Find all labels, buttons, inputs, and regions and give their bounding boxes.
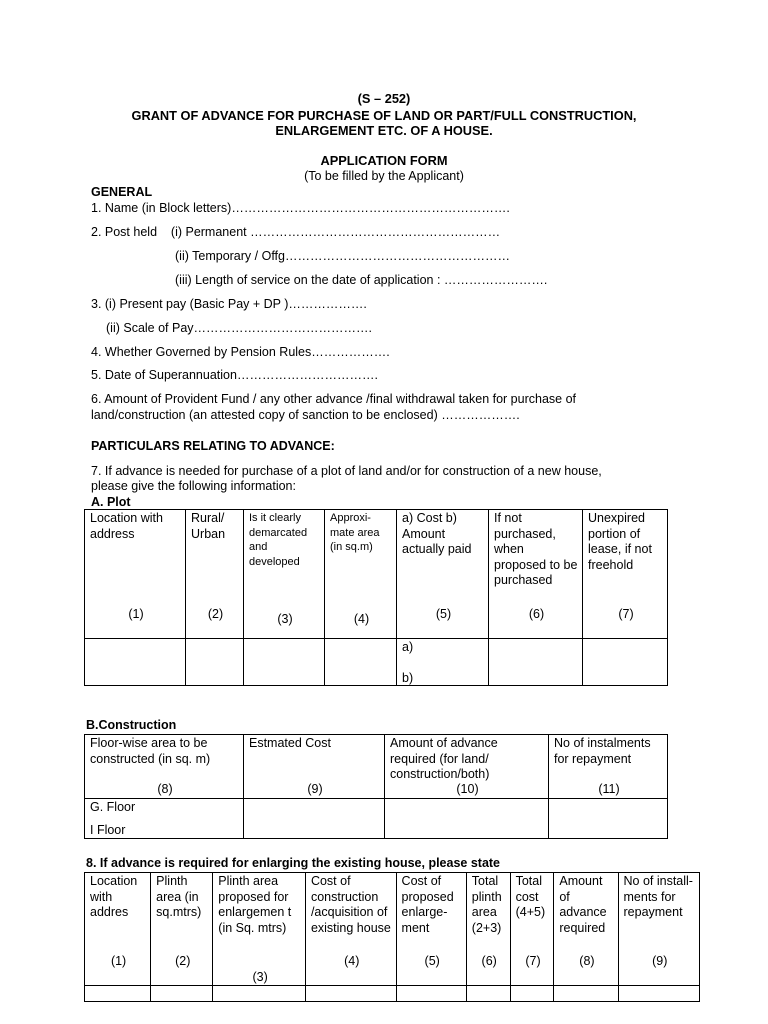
form-title-line-2: ENLARGEMENT ETC. OF A HOUSE. [275,123,493,138]
plot-col-area-header: Approxi-mate area (in sq.m) (4) [325,510,397,639]
first-floor-label: I Floor [90,823,126,837]
pension-rules-field[interactable]: 4. Whether Governed by Pension Rules………………. [91,345,390,359]
plot-col-cost-header: a) Cost b) Amount actually paid (5) [397,510,489,639]
ground-floor-label: G. Floor [90,800,136,814]
construction-heading: B.Construction [86,718,177,732]
enlarge-advance-cell[interactable] [554,986,618,1002]
construction-table [84,734,668,839]
plot-col-lease-header: Unexpired portion of lease, if not freehold (7) [583,510,668,639]
plot-col-demarcated-header: Is it clearly demarcated and developed (3) [244,510,325,639]
enlarge-col-instalments-header: No of install-ments for repayment (9) [618,873,700,986]
enlarge-col-total-area-header: Total plinth area (2+3) (6) [466,873,510,986]
enlarge-col-plinth-area-header: Plinth area (in sq.mtrs) (2) [151,873,213,986]
plot-table [84,509,668,686]
form-code: (S – 252) [357,91,411,106]
name-field[interactable]: 1. Name (in Block letters)…………………………………………………………. [91,201,510,215]
plot-col-rural-urban-header: Rural/ Urban (2) [186,510,244,639]
particulars-heading: PARTICULARS RELATING TO ADVANCE: [91,439,335,453]
present-pay-field[interactable]: 3. (i) Present pay (Basic Pay + DP )………………. [91,297,367,311]
enlarge-total-area-cell[interactable] [466,986,510,1002]
plot-location-cell[interactable] [85,639,186,686]
form-title-line-1: GRANT OF ADVANCE FOR PURCHASE OF LAND OR PART/FULL CONSTRUCTION, [131,108,637,123]
plot-heading: A. Plot [91,495,131,509]
plot-cost-b-label: b) [402,671,414,685]
plot-demarcated-cell[interactable] [244,639,325,686]
post-held-permanent-field[interactable]: 2. Post held (i) Permanent …………………………………………………… [91,225,501,239]
enlarge-total-cost-cell[interactable] [510,986,554,1002]
plot-lease-cell[interactable] [583,639,668,686]
plot-proposed-purchase-cell[interactable] [489,639,583,686]
plot-area-cell[interactable] [325,639,397,686]
post-held-temporary-field[interactable]: (ii) Temporary / Offg……………………………………………… [175,249,510,263]
enlarge-plinth-area-cell[interactable] [151,986,213,1002]
provident-fund-line-1: 6. Amount of Provident Fund / any other advance /final withdrawal taken for purchase of [91,392,577,406]
plot-rural-urban-cell[interactable] [186,639,244,686]
provident-fund-field[interactable]: land/construction (an attested copy of sanction to be enclosed) ………………. [91,408,520,422]
enlarge-col-advance-header: Amount of advance required (8) [554,873,618,986]
enlarge-col-location-header: Location with addres (1) [85,873,151,986]
item7-line-1: 7. If advance is needed for purchase of a plot of land and/or for construction of a new house, [91,464,602,478]
enlarge-table [84,872,700,1002]
enlarge-col-total-cost-header: Total cost (4+5) (7) [510,873,554,986]
construction-instalments-cell[interactable] [549,799,668,839]
construction-floor-cell[interactable] [85,799,244,839]
length-of-service-field[interactable]: (iii) Length of service on the date of application : ……………………. [175,273,548,287]
enlarge-proposed-area-cell[interactable] [213,986,306,1002]
plot-cost-cell[interactable] [397,639,489,686]
enlarge-col-proposed-area-header: Plinth area proposed for enlargemen t (in Sq. mtrs) (3) [213,873,306,986]
plot-col-proposed-purchase-header: If not purchased, when proposed to be purchased (6) [489,510,583,639]
construction-col-floor-area-header: Floor-wise area to be constructed (in sq. m) (8) [85,735,244,799]
plot-col-location-header: Location with address (1) [85,510,186,639]
scale-of-pay-field[interactable]: (ii) Scale of Pay……………………………………. [106,321,373,335]
construction-col-advance-header: Amount of advance required (for land/ construction/both) (10) [385,735,549,799]
construction-col-cost-header: Estmated Cost (9) [244,735,385,799]
construction-cost-cell[interactable] [244,799,385,839]
enlarge-col-existing-cost-header: Cost of construction /acquisition of existing house (4) [305,873,396,986]
enlarge-instalments-cell[interactable] [618,986,700,1002]
enlarge-location-cell[interactable] [85,986,151,1002]
enlarge-proposed-cost-cell[interactable] [396,986,466,1002]
superannuation-date-field[interactable]: 5. Date of Superannuation……………………………. [91,368,378,382]
item7-line-2: please give the following information: [91,479,296,493]
construction-col-instalments-header: No of instalments for repayment (11) [549,735,668,799]
construction-advance-cell[interactable] [385,799,549,839]
application-form-subtitle: (To be filled by the Applicant) [304,169,464,183]
general-heading: GENERAL [91,185,153,199]
plot-cost-a-label: a) [402,640,414,654]
enlarge-existing-cost-cell[interactable] [305,986,396,1002]
application-form-title: APPLICATION FORM [320,153,448,168]
enlarge-col-proposed-cost-header: Cost of proposed enlarge-ment (5) [396,873,466,986]
enlarge-heading: 8. If advance is required for enlarging the existing house, please state [86,856,501,870]
